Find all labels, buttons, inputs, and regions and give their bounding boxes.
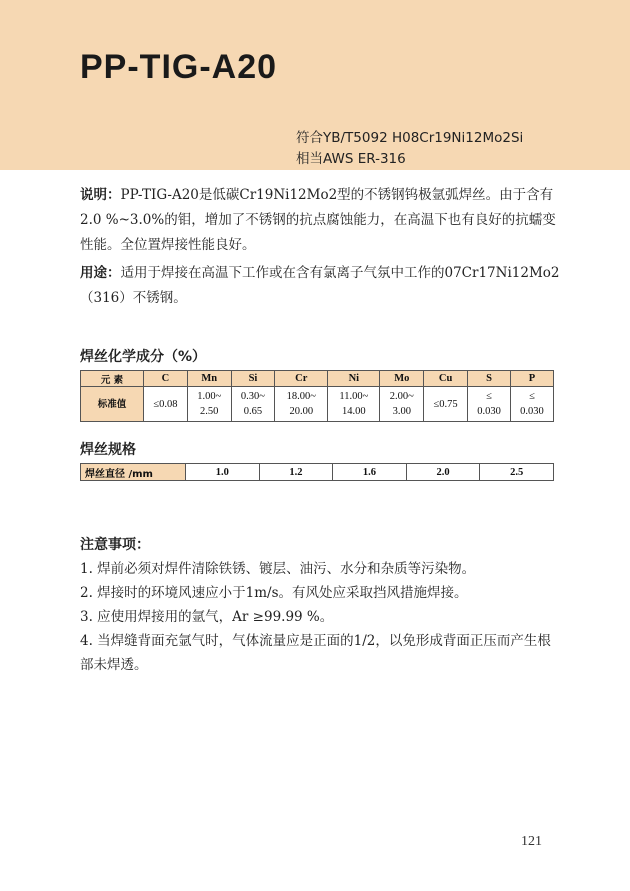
diameter-header-cell: 焊丝直径 /mm	[81, 464, 186, 481]
description-label: 说明：	[80, 187, 121, 203]
composition-table	[80, 370, 554, 422]
composition-header-row	[81, 371, 554, 387]
element-cell: C	[144, 371, 188, 387]
composition-heading: 焊丝化学成分（%）	[80, 349, 207, 365]
notes-heading: 注意事项：	[80, 537, 150, 553]
element-cell: Cu	[424, 371, 468, 387]
diameter-cell: 2.0	[406, 464, 480, 481]
value-cell: ≤0.08	[144, 387, 188, 422]
usage-text: 适用于焊接在高温下工作或在含有氯离子气氛中工作的07Cr17Ni12Mo2（316）不锈钢。	[80, 265, 560, 306]
description-text: PP-TIG-A20是低碳Cr19Ni12Mo2型的不锈钢钨极氩弧焊丝。由于含有2.0 %~3.0%的钼，增加了不锈钢的抗点腐蚀能力，在高温下也有良好的抗蠕变性能。全位置焊接性能良好。	[80, 187, 556, 253]
element-cell: Si	[231, 371, 275, 387]
value-cell: ≤ 0.030	[468, 387, 511, 422]
product-title: PP-TIG-A20	[80, 48, 278, 86]
description-paragraph	[80, 183, 560, 258]
element-cell: P	[510, 371, 553, 387]
note-item: 4. 当焊缝背面充氩气时，气体流量应是正面的1/2，以免形成背面正压而产生根部未焊透。	[80, 633, 551, 673]
element-cell: Mn	[187, 371, 231, 387]
element-cell: Cr	[275, 371, 328, 387]
specs-table	[80, 463, 554, 481]
element-cell: Ni	[328, 371, 380, 387]
diameter-cell: 2.5	[480, 464, 554, 481]
diameter-cell: 1.6	[333, 464, 407, 481]
diameter-cell: 1.2	[259, 464, 333, 481]
diameter-cell: 1.0	[186, 464, 260, 481]
standard-line-1: 符合YB/T5092 H08Cr19Ni12Mo2Si	[296, 130, 524, 146]
specs-row	[81, 464, 554, 481]
value-cell: 18.00~ 20.00	[275, 387, 328, 422]
value-cell: 0.30~ 0.65	[231, 387, 275, 422]
usage-label: 用途：	[80, 265, 121, 281]
note-item: 2. 焊接时的环境风速应小于1m/s。有风处应采取挡风措施焊接。	[80, 585, 468, 601]
note-item: 1. 焊前必须对焊件清除铁锈、镀层、油污、水分和杂质等污染物。	[80, 561, 476, 577]
value-cell: ≤0.75	[424, 387, 468, 422]
standard-line-2: 相当AWS ER-316	[296, 151, 406, 167]
note-item: 3. 应使用焊接用的氩气，Ar ≥99.99 %。	[80, 609, 334, 625]
notes-list	[80, 557, 560, 677]
usage-paragraph	[80, 261, 560, 311]
value-cell: ≤ 0.030	[510, 387, 553, 422]
value-header-cell: 标准值	[81, 387, 144, 422]
value-cell: 2.00~ 3.00	[380, 387, 424, 422]
element-header-cell: 元 素	[81, 371, 144, 387]
element-cell: S	[468, 371, 511, 387]
value-cell: 1.00~ 2.50	[187, 387, 231, 422]
composition-value-row	[81, 387, 554, 422]
page-number: 121	[521, 834, 542, 849]
specs-heading: 焊丝规格	[80, 442, 136, 458]
element-cell: Mo	[380, 371, 424, 387]
value-cell: 11.00~ 14.00	[328, 387, 380, 422]
